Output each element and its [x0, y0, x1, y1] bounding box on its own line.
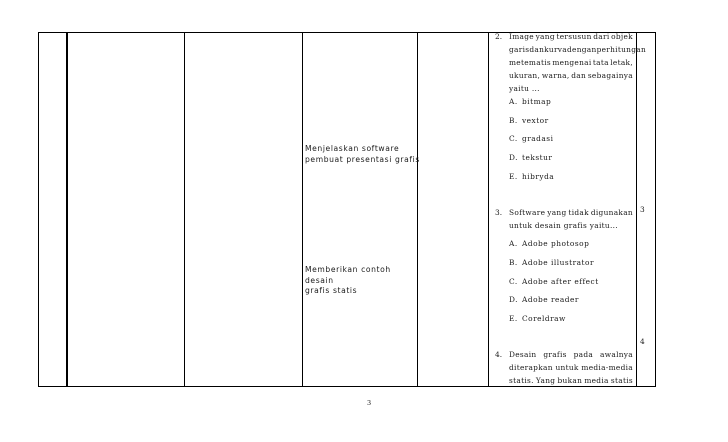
question-number: 3.	[495, 208, 503, 217]
stem-word: metematis	[509, 58, 551, 67]
option-text: gradasi	[522, 134, 554, 143]
stem-word: perhitungan	[596, 45, 647, 54]
option-text: Coreldraw	[522, 314, 566, 323]
stem-text: yaitu ...	[509, 84, 540, 93]
stem-word: tidak	[568, 208, 589, 217]
objective-line: pembuat presentasi grafis	[305, 154, 420, 164]
stem-word: letak,	[610, 58, 633, 67]
stem-word: media	[584, 376, 609, 385]
stem-word: dan	[571, 71, 587, 80]
stem-text: untuk desain grafis yaitu...	[509, 221, 618, 230]
stem-line	[509, 69, 633, 82]
option-letter: C.	[509, 277, 518, 286]
question-count-3: 3	[640, 205, 645, 214]
page-number: 3	[367, 399, 372, 407]
stem-word: ukuran,	[509, 71, 541, 80]
question-stem	[509, 348, 633, 387]
stem-word: diterapkan	[509, 363, 553, 372]
option-letter: C.	[509, 134, 518, 143]
option-text: hibryda	[522, 172, 555, 181]
stem-line	[509, 219, 633, 232]
stem-word: tersusun	[556, 32, 592, 41]
stem-word: kurva	[544, 45, 567, 54]
stem-word: dengan	[567, 45, 597, 54]
stem-word: untuk	[555, 363, 579, 372]
stem-line	[509, 43, 647, 56]
stem-word: dan	[529, 45, 545, 54]
stem-word: bukan	[557, 376, 583, 385]
stem-word: objek	[611, 32, 633, 41]
table-column-divider	[184, 32, 185, 387]
objective-line: grafis statis	[305, 286, 358, 295]
stem-word: yang	[547, 208, 567, 217]
option-letter: E.	[509, 314, 518, 323]
option-letter: E.	[509, 172, 518, 181]
table-column-divider	[302, 32, 303, 387]
stem-word: grafis	[543, 350, 567, 359]
stem-line	[509, 56, 633, 69]
stem-word: Software	[509, 208, 546, 217]
stem-word: statis.	[509, 376, 534, 385]
option-text: vextor	[522, 116, 549, 125]
option-text: bitmap	[522, 97, 552, 106]
stem-line	[509, 82, 633, 95]
objective-line: Memberikan contoh desain	[305, 265, 391, 285]
table-column-divider	[488, 32, 489, 387]
stem-line	[509, 348, 633, 361]
stem-word: mengenai	[552, 58, 592, 67]
objective-line: Menjelaskan software	[305, 144, 400, 153]
stem-word: awalnya	[600, 350, 633, 359]
table-border-left	[38, 32, 39, 387]
stem-word: Yang	[535, 376, 556, 385]
option-letter: A.	[509, 97, 518, 106]
stem-word: garis	[509, 45, 530, 54]
stem-line	[509, 361, 633, 374]
table-border-left-thick	[66, 32, 68, 387]
stem-line	[509, 30, 633, 43]
stem-word: statis	[610, 376, 633, 385]
table-border-right	[655, 32, 656, 387]
stem-word: Desain	[509, 350, 537, 359]
question-count-4: 4	[640, 337, 645, 346]
option-letter: D.	[509, 295, 519, 304]
option-letter: A.	[509, 239, 518, 248]
option-text: Adobe photosop	[522, 239, 590, 248]
stem-word: Image	[509, 32, 534, 41]
option-text: Adobe after effect	[522, 277, 599, 286]
table-column-divider	[636, 32, 637, 387]
objective-1	[305, 144, 420, 165]
stem-word: tata	[592, 58, 609, 67]
option-text: Adobe illustrator	[522, 258, 594, 267]
question-number: 2.	[495, 32, 503, 41]
question-stem	[509, 30, 647, 95]
question-number: 4.	[495, 350, 503, 359]
stem-line	[509, 206, 633, 219]
option-letter: D.	[509, 153, 519, 162]
stem-word: dari	[593, 32, 610, 41]
stem-word: warna,	[541, 71, 570, 80]
stem-word: pada	[573, 350, 594, 359]
stem-word: media-media	[581, 363, 633, 372]
option-letter: B.	[509, 116, 518, 125]
stem-line	[509, 374, 633, 387]
option-text: Adobe reader	[522, 295, 579, 304]
table-column-divider	[417, 32, 418, 387]
stem-word: sebagainya	[587, 71, 633, 80]
stem-word: yang	[535, 32, 555, 41]
option-letter: B.	[509, 258, 518, 267]
option-text: tekstur	[522, 153, 553, 162]
stem-word: digunakan	[590, 208, 633, 217]
objective-2	[305, 265, 420, 297]
question-stem	[509, 206, 633, 232]
